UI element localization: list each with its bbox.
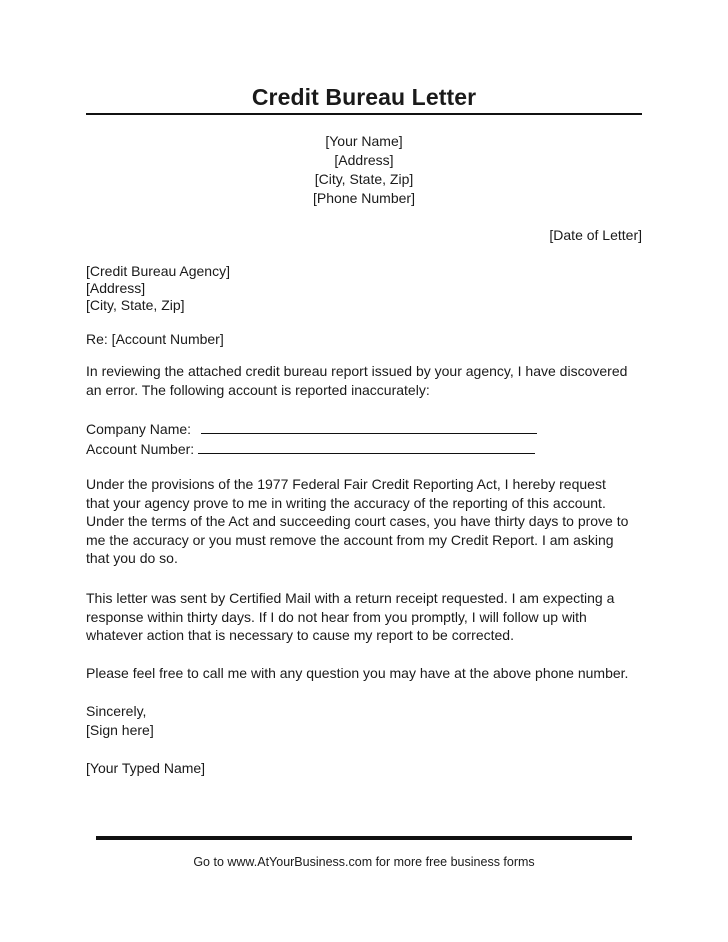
company-name-label: Company Name: [86,421,192,437]
recipient-address: [Address] [86,280,146,296]
recipient-city-state-zip: [City, State, Zip] [86,297,185,313]
paragraph-line: me the accuracy or you must remove the account from my Credit Report. I am asking [86,531,614,548]
company-name-row [86,419,646,439]
letter-date: [Date of Letter] [549,227,642,243]
account-fields [86,419,646,458]
sender-address: [Address] [334,152,394,168]
re-line: Re: [Account Number] [86,331,224,347]
intro-paragraph [86,362,646,399]
signature-placeholder: [Sign here] [86,721,154,738]
closing-sincerely: Sincerely, [86,703,147,719]
sender-city-state-zip: [City, State, Zip] [314,171,414,187]
account-number-label: Account Number: [86,440,195,457]
intro-line: In reviewing the attached credit bureau report issued by your agency, I have discovered [86,363,628,379]
title-divider [86,113,642,115]
account-number-blank [198,439,535,454]
sender-name: [Your Name] [325,133,403,149]
recipient-block [86,263,646,314]
company-name-blank [201,419,537,434]
footer-text: Go to www.AtYourBusiness.com for more free business forms [193,855,535,869]
paragraph-line: This letter was sent by Certified Mail with a return receipt requested. I am expecting a [86,590,615,606]
sender-phone: [Phone Number] [313,190,415,206]
recipient-agency: [Credit Bureau Agency] [86,263,230,279]
account-number-row [86,439,646,459]
sender-block [0,132,728,208]
paragraph-line: that your agency prove to me in writing the accuracy of the reporting of this account. [86,494,606,511]
footer-divider [96,836,632,840]
paragraph-line: Under the provisions of the 1977 Federal Fair Credit Reporting Act, I hereby request [86,476,606,492]
request-paragraph [86,475,646,568]
paragraph-line: response within thirty days. If I do not hear from you promptly, I will follow up with [86,608,587,625]
page-title: Credit Bureau Letter [251,84,477,110]
paragraph-line: that you do so. [86,550,178,566]
intro-line: an error. The following account is reported inaccurately: [86,381,430,398]
contact-paragraph: Please feel free to call me with any question you may have at the above phone number. [86,665,629,681]
typed-name: [Your Typed Name] [86,760,206,776]
paragraph-line: whatever action that is necessary to cause my report to be corrected. [86,627,514,643]
paragraph-line: Under the terms of the Act and succeeding court cases, you have thirty days to prove to [86,513,629,529]
closing-block [86,702,646,739]
certified-mail-paragraph [86,589,646,645]
